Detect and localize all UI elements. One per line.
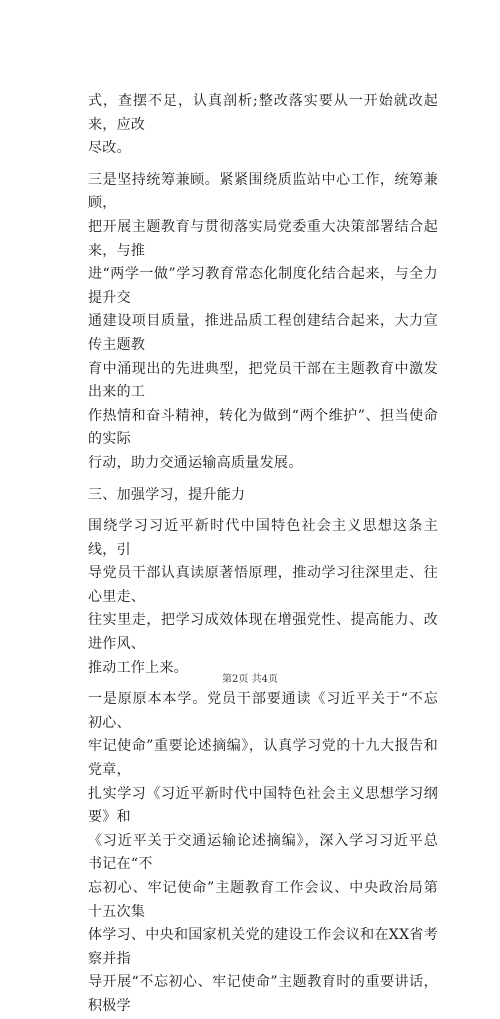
paragraph-section-intro: 围绕学习习近平新时代中国特色社会主义思想这条主线，引 导党员干部认真读原著悟原理，推动学习往深里走、往心里走、 往实里走，把学习成效体现在增强党性、提高能力、改进作风、 推动工作上来。 bbox=[88, 518, 438, 676]
paragraph-point-three: 三是坚持统筹兼顾。紧紧围绕质监站中心工作，统筹兼顾， 把开展主题教育与贯彻落实局党委重大决策部署结合起来，与推 进“两学一做”学习教育常态化制度化结合起来，与全力提升交 通建设项目质量，推进品质工程创建结合起来，大力宣传主题教 育中涌现出的先进典型，把党员干部在主题教育中激发出来的工 作热情和奋斗精神，转化为做到“两个维护”、担当使命的实际 行动，助力交通运输高质量发展。 bbox=[88, 171, 438, 471]
page-number-footer: 第2页 共4页 bbox=[222, 674, 278, 685]
paragraph-point-one: 一是原原本本学。党员干部要通读《习近平关于“不忘初心、 牢记使命”重要论述摘编》，认真学习党的十九大报告和党章， 扎实学习《习近平新时代中国特色社会主义思想学习纲要》和 《习近平关于交通运输论述摘编》，深入学习习近平总书记在“不 忘初心、牢记使命”主题教育工作会议、中央政治局第十五次集 体学习、中央和国家机关党的建设工作会议和在XX省考察并指 导开展“不忘初心、牢记使命”主题教育时的重要讲话，积极学 bbox=[88, 691, 438, 1014]
section-heading: 三、加强学习，提升能力 bbox=[88, 486, 246, 503]
document-body bbox=[88, 90, 438, 1019]
paragraph-continuation: 式，查摆不足，认真剖析;整改落实要从一开始就改起来，应改 尽改。 bbox=[88, 93, 438, 157]
